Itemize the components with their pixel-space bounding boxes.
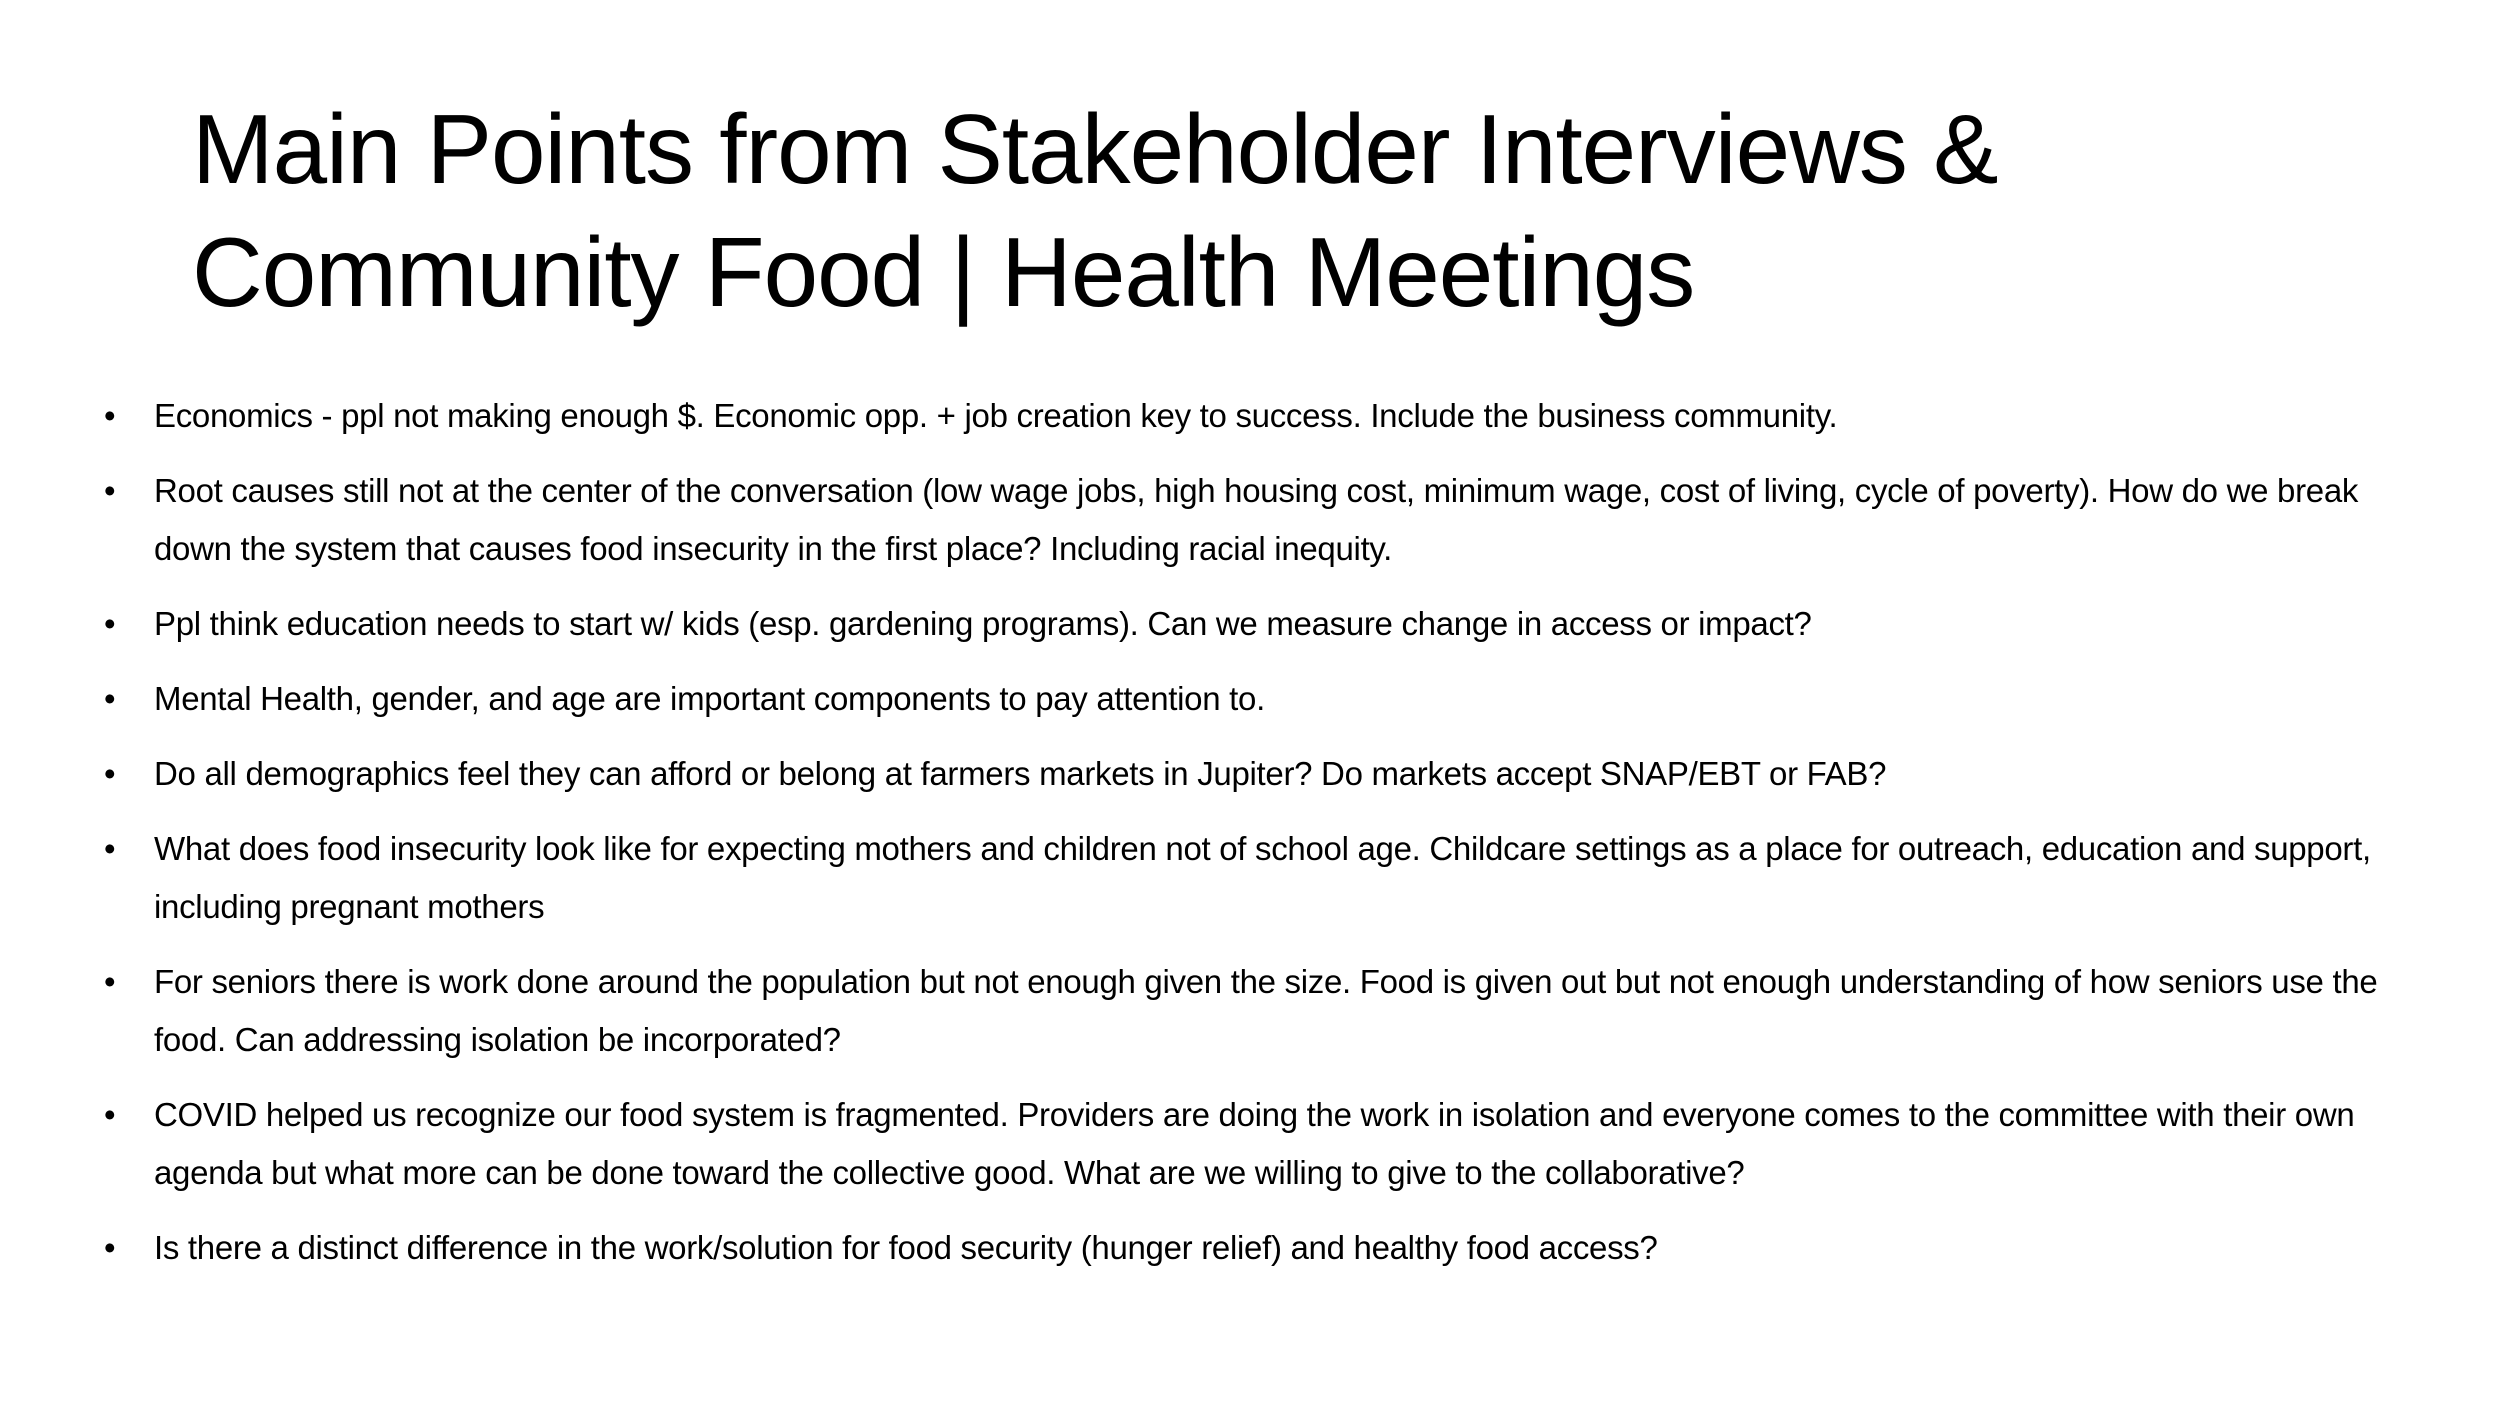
bullet-text: For seniors there is work done around the population but not enough given the size. Food is given out but not enough understanding of how seniors use the food. Can addressing isolation be incorporated? bbox=[154, 963, 2378, 1058]
bullet-list bbox=[104, 387, 2444, 1294]
bullet-item bbox=[104, 462, 2444, 578]
bullet-text: Root causes still not at the center of the conversation (low wage jobs, high housing cost, minimum wage, cost of living, cycle of poverty). How do we break down the system that causes food insecurity in the first place? Including racial inequity. bbox=[154, 472, 2359, 567]
bullet-icon: • bbox=[104, 605, 116, 642]
bullet-text: Mental Health, gender, and age are important components to pay attention to. bbox=[154, 680, 1265, 717]
bullet-text: Ppl think education needs to start w/ kids (esp. gardening programs). Can we measure change in access or impact? bbox=[154, 605, 1812, 642]
bullet-text: What does food insecurity look like for expecting mothers and children not of school age. Childcare settings as a place for outreach, education and support, including pregnant mothers bbox=[154, 830, 2371, 925]
bullet-text: COVID helped us recognize our food system is fragmented. Providers are doing the work in isolation and everyone comes to the committee with their own agenda but what more can be done toward the collective good. What are we willing to give to the collaborative? bbox=[154, 1096, 2355, 1191]
bullet-icon: • bbox=[104, 680, 116, 717]
slide-title bbox=[192, 88, 1997, 334]
bullet-icon: • bbox=[104, 1229, 116, 1266]
bullet-item bbox=[104, 670, 2444, 728]
bullet-item bbox=[104, 820, 2444, 936]
bullet-text: Do all demographics feel they can afford or belong at farmers markets in Jupiter? Do markets accept SNAP/EBT or FAB? bbox=[154, 755, 1887, 792]
bullet-text: Is there a distinct difference in the work/solution for food security (hunger relief) and healthy food access? bbox=[154, 1229, 1658, 1266]
bullet-item bbox=[104, 745, 2444, 803]
bullet-icon: • bbox=[104, 1096, 116, 1133]
bullet-text: Economics - ppl not making enough $. Economic opp. + job creation key to success. Include the business community. bbox=[154, 397, 1838, 434]
bullet-icon: • bbox=[104, 830, 116, 867]
bullet-icon: • bbox=[104, 963, 116, 1000]
bullet-item bbox=[104, 1219, 2444, 1277]
bullet-item bbox=[104, 595, 2444, 653]
bullet-item bbox=[104, 1086, 2444, 1202]
slide-title-line: Main Points from Stakeholder Interviews & bbox=[192, 94, 1998, 204]
slide-title-line: Community Food | Health Meetings bbox=[192, 217, 1695, 327]
bullet-icon: • bbox=[104, 472, 116, 509]
bullet-icon: • bbox=[104, 755, 116, 792]
bullet-item bbox=[104, 387, 2444, 445]
bullet-icon: • bbox=[104, 397, 116, 434]
bullet-item bbox=[104, 953, 2444, 1069]
